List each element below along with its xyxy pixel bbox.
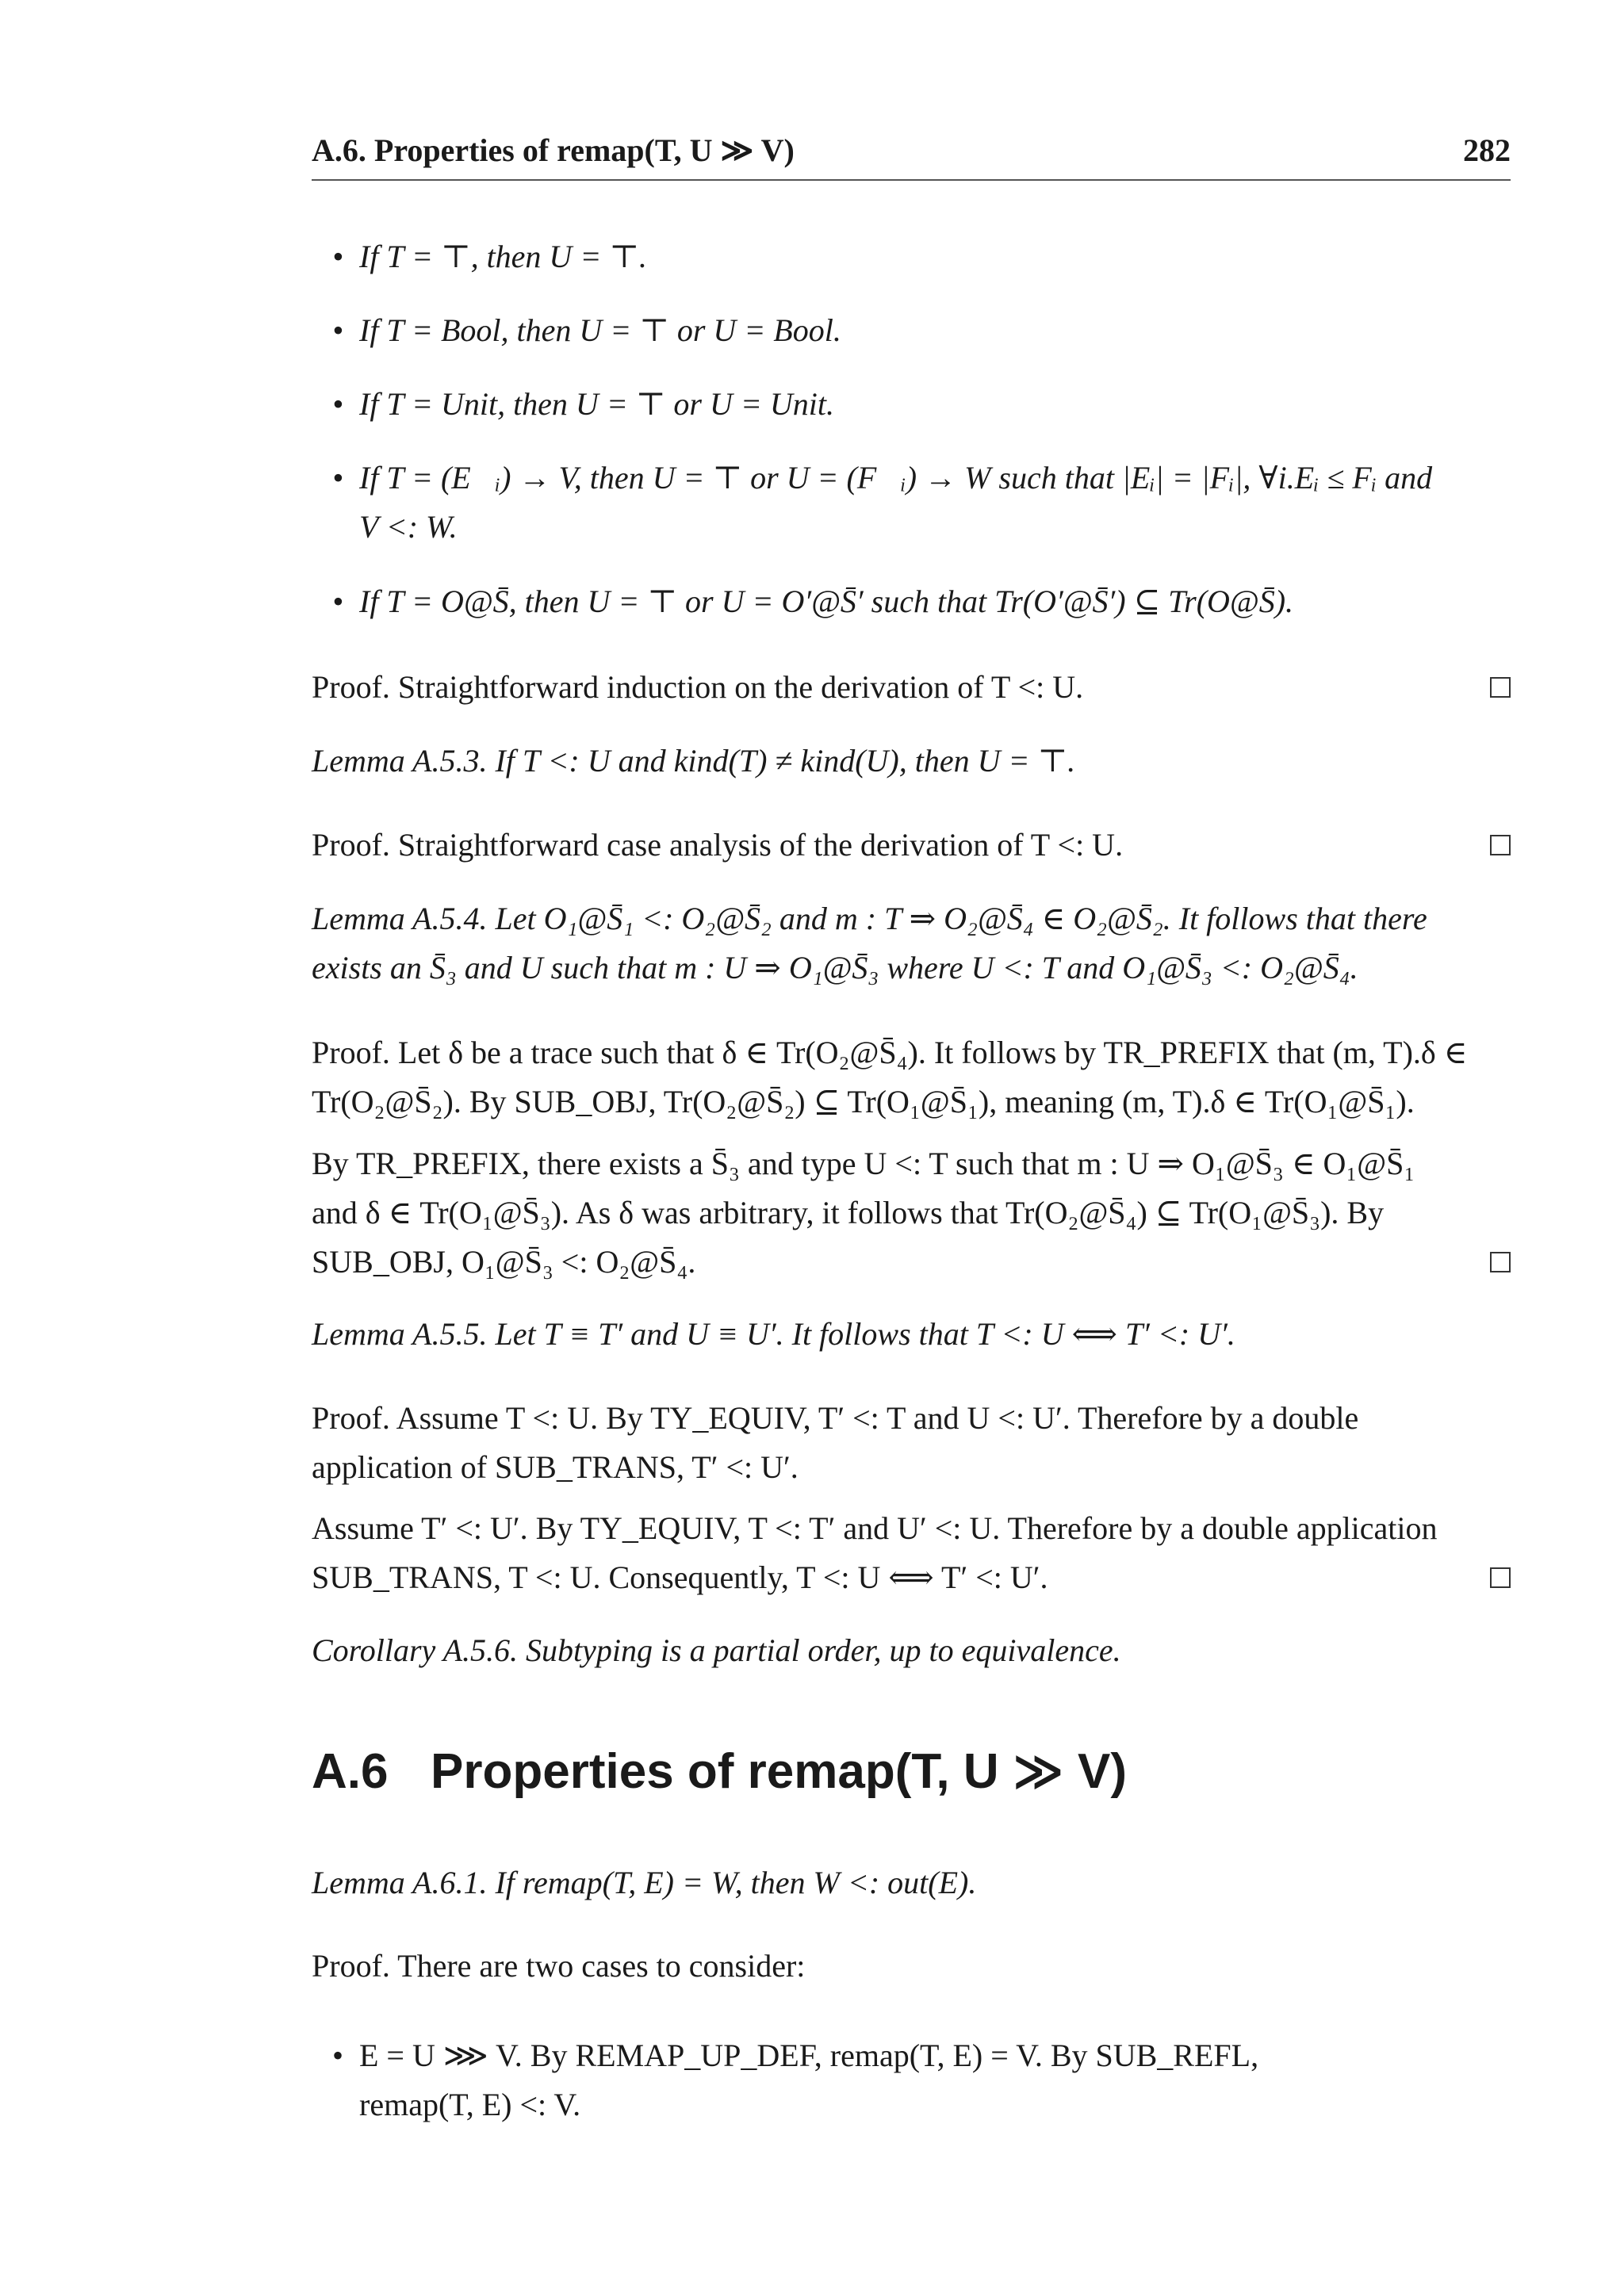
lemma-a53: Lemma A.5.3. If T <: U and kind(T) ≠ kind(U), then U = ⊤. bbox=[312, 743, 1076, 779]
section-title: Properties of remap(T, U ≫ V) bbox=[431, 1744, 1127, 1799]
bullet-item bbox=[332, 232, 1511, 281]
proof-paragraph bbox=[312, 821, 1511, 870]
proof-line: Assume T′ <: U′. By TY_EQUIV, T <: T′ and U′ <: U. Therefore by a double application bbox=[312, 1510, 1438, 1546]
bullet-dot: • bbox=[332, 386, 344, 422]
proof-text: SUB_TRANS, T <: U. Consequently, T <: U ⟺ T′ <: U′. bbox=[312, 1559, 1048, 1595]
lemma-a55: Lemma A.5.5. Let T ≡ T′ and U ≡ U′. It follows that T <: U ⟺ T′ <: U′. bbox=[312, 1316, 1235, 1352]
bullet-dot: • bbox=[332, 460, 344, 496]
bullet-continuation: remap(T, E) <: V. bbox=[359, 2087, 581, 2122]
bullet-item bbox=[332, 2031, 1511, 2080]
proof-line: Proof. Let δ be a trace such that δ ∈ Tr(O₂@S̄₄). It follows by TR_PREFIX that (m, T).δ ∈ bbox=[312, 1035, 1468, 1070]
bullet-text: If T = Bool, then U = ⊤ or U = Bool. bbox=[359, 312, 841, 348]
bullet-text: If T = Unit, then U = ⊤ or U = Unit. bbox=[359, 386, 834, 422]
proof-line: By TR_PREFIX, there exists a S̄₃ and type U <: T such that m : U ⇒ O₁@S̄₃ ∈ O₁@S̄₁ bbox=[312, 1146, 1415, 1181]
bullet-text: If T = ⊤, then U = ⊤. bbox=[359, 239, 647, 274]
proof-paragraph bbox=[312, 663, 1511, 712]
proof-text: SUB_OBJ, O₁@S̄₃ <: O₂@S̄₄. bbox=[312, 1244, 696, 1280]
bullet-text: If T = (E⃗ᵢ) → V, then U = ⊤ or U = (F⃗ᵢ) → W such that |Eᵢ| = |Fᵢ|, ∀i.Eᵢ ≤ Fᵢ and bbox=[359, 460, 1433, 496]
proof-line: application of SUB_TRANS, T′ <: U′. bbox=[312, 1449, 799, 1485]
corollary-a56: Corollary A.5.6. Subtyping is a partial order, up to equivalence. bbox=[312, 1632, 1121, 1668]
section-heading bbox=[312, 1740, 1127, 1804]
qed-square-icon bbox=[1490, 677, 1511, 698]
bullet-dot: • bbox=[332, 2038, 344, 2073]
bullet-dot: • bbox=[332, 584, 344, 619]
proof-line: and δ ∈ Tr(O₁@S̄₃). As δ was arbitrary, it follows that Tr(O₂@S̄₄) ⊆ Tr(O₁@S̄₃). By bbox=[312, 1195, 1385, 1230]
bullet-continuation: V <: W. bbox=[359, 509, 458, 545]
proof-line: Tr(O₂@S̄₂). By SUB_OBJ, Tr(O₂@S̄₂) ⊆ Tr(O₁@S̄₁), meaning (m, T).δ ∈ Tr(O₁@S̄₁). bbox=[312, 1084, 1415, 1119]
header-title: A.6. Properties of remap(T, U ≫ V) bbox=[312, 132, 795, 168]
qed-square-icon bbox=[1490, 1252, 1511, 1272]
running-header bbox=[312, 131, 1511, 170]
proof-text: Proof. Straightforward induction on the derivation of T <: U. bbox=[312, 669, 1084, 705]
bullet-text: If T = O@S̄, then U = ⊤ or U = O′@S̄′ such that Tr(O′@S̄′) ⊆ Tr(O@S̄). bbox=[359, 584, 1294, 619]
bullet-item bbox=[332, 453, 1511, 503]
bullet-item bbox=[332, 306, 1511, 355]
lemma-a54-line: exists an S̄₃ and U such that m : U ⇒ O₁@S̄₃ where U <: T and O₁@S̄₃ <: O₂@S̄₄. bbox=[312, 950, 1358, 985]
proof-line-last bbox=[312, 1553, 1511, 1602]
bullet-dot: • bbox=[332, 312, 344, 348]
proof-paragraph: Proof. There are two cases to consider: bbox=[312, 1948, 806, 1984]
header-rule bbox=[312, 179, 1511, 181]
section-number: A.6 bbox=[312, 1744, 389, 1799]
lemma-a54-line: Lemma A.5.4. Let O₁@S̄₁ <: O₂@S̄₂ and m : T ⇒ O₂@S̄₄ ∈ O₂@S̄₂. It follows that there bbox=[312, 901, 1427, 936]
lemma-a61: Lemma A.6.1. If remap(T, E) = W, then W <: out(E). bbox=[312, 1865, 977, 1900]
page-number: 282 bbox=[1463, 132, 1511, 168]
qed-square-icon bbox=[1490, 1567, 1511, 1588]
qed-square-icon bbox=[1490, 835, 1511, 855]
bullet-text: E = U ⋙ V. By REMAP_UP_DEF, remap(T, E) = V. By SUB_REFL, bbox=[359, 2038, 1259, 2073]
proof-text: Proof. Straightforward case analysis of the derivation of T <: U. bbox=[312, 827, 1124, 863]
proof-line-last bbox=[312, 1238, 1511, 1287]
bullet-item bbox=[332, 577, 1511, 626]
bullet-item bbox=[332, 380, 1511, 429]
bullet-dot: • bbox=[332, 239, 344, 274]
proof-line: Proof. Assume T <: U. By TY_EQUIV, T′ <: T and U <: U′. Therefore by a double bbox=[312, 1400, 1359, 1436]
